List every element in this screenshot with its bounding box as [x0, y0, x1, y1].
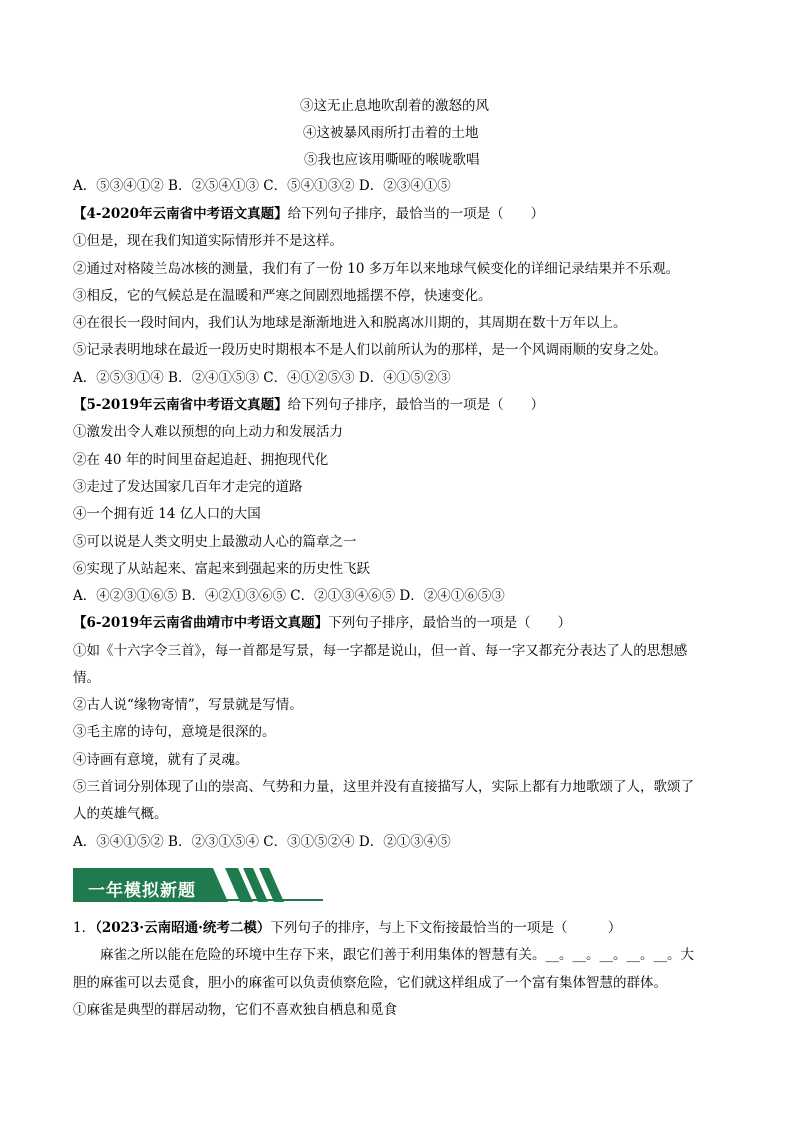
answer-choices: A．⑤③④①② B．②⑤④①③ C．⑤④①③② D．②③④①⑤	[73, 178, 451, 194]
option-text: ④诗画有意境，就有了灵魂。	[73, 752, 249, 768]
option-text: ⑤可以说是人类文明史上最激动人心的篇章之一	[73, 534, 357, 550]
option-text: ③毛主席的诗句，意境是很深的。	[73, 724, 276, 740]
question-number: 1．	[73, 920, 96, 936]
option-text: ⑥实现了从站起来、富起来到强起来的历史性飞跃	[73, 561, 370, 577]
question-stem: 下列句子的排序，与上下文衔接最恰当的一项是（ ）	[270, 920, 622, 936]
answer-choices: A．②⑤③①④ B．②④①⑤③ C．④①②⑤③ D．④①⑤②③	[73, 370, 451, 386]
answer-choices: A．④②③①⑥⑤ B．④②①③⑥⑤ C．②①③④⑥⑤ D．②④①⑥⑤③	[73, 588, 505, 604]
option-text: ②古人说“缘物寄情”，写景就是写情。	[73, 697, 303, 713]
option-text: 人的英雄气概。	[73, 806, 168, 822]
option-text: ⑤记录表明地球在最近一段历史时期根本不是人们以前所认为的那样，是一个风调雨顺的安身之处。	[73, 342, 667, 358]
option-text: ③这无止息地吹刮着的激怒的风	[300, 98, 489, 114]
option-text: ②通过对格陵兰岛冰核的测量，我们有了一份 10 多万年以来地球气候变化的详细记录结果并不乐观。	[73, 261, 680, 277]
option-text: ⑤我也应该用嘶哑的喉咙歌唱	[304, 152, 480, 168]
option-text: ③相反，它的气候总是在温暖和严寒之间剧烈地摇摆不停，快速变化。	[73, 288, 492, 304]
option-text: 情。	[73, 670, 100, 686]
question-source: 【6-2019年云南省曲靖市中考语文真题】	[73, 615, 329, 631]
option-text: ①如《十六字令三首》，每一首都是写景，每一字都是说山，但一首、每一字又都充分表达了人的思想感	[73, 643, 688, 659]
question-source: 【5-2019年云南省中考语文真题】	[73, 397, 288, 413]
section-title: 一年模拟新题	[88, 881, 196, 901]
question-6-header	[73, 614, 571, 632]
answer-choices: A．③④①⑤② B．②③①⑤④ C．③①⑤②④ D．②①③④⑤	[73, 834, 451, 850]
question-5-header	[73, 396, 544, 414]
option-text: ①但是，现在我们知道实际情形并不是这样。	[73, 233, 343, 249]
question-1-header	[73, 919, 621, 937]
option-text: ①麻雀是典型的群居动物，它们不喜欢独自栖息和觅食	[73, 1002, 397, 1018]
option-text: ⑤三首词分别体现了山的崇高、气势和力量，这里并没有直接描写人，实际上都有力地歌颂了人，歌颂了	[73, 779, 694, 795]
option-text: ④这被暴风雨所打击着的土地	[303, 125, 479, 141]
option-text: ③走过了发达国家几百年才走完的道路	[73, 479, 303, 495]
question-stem: 下列句子排序，最恰当的一项是（ ）	[328, 615, 572, 631]
passage-text: 胆的麻雀可以去觅食，胆小的麻雀可以负责侦察危险，它们就这样组成了一个富有集体智慧的群体。	[73, 975, 667, 991]
question-4-header	[73, 205, 544, 223]
option-text: ②在 40 年的时间里奋起追赶、拥抱现代化	[73, 452, 329, 468]
option-text: ④在很长一段时间内，我们认为地球是渐渐地进入和脱离冰川期的，其周期在数十万年以上。	[73, 315, 627, 331]
option-text: ①激发出令人难以预想的向上动力和发展活力	[73, 424, 343, 440]
question-source: （2023·云南昭通·统考二模）	[95, 920, 271, 936]
question-source: 【4-2020年云南省中考语文真题】	[73, 206, 288, 222]
question-stem: 给下列句子排序，最恰当的一项是（ ）	[287, 206, 545, 222]
passage-text: 麻雀之所以能在危险的环境中生存下来，跟它们善于利用集体的智慧有关。__。__。__。__。__。大	[100, 947, 694, 963]
option-text: ④一个拥有近 14 亿人口的大国	[73, 506, 261, 522]
question-stem: 给下列句子排序，最恰当的一项是（ ）	[287, 397, 545, 413]
